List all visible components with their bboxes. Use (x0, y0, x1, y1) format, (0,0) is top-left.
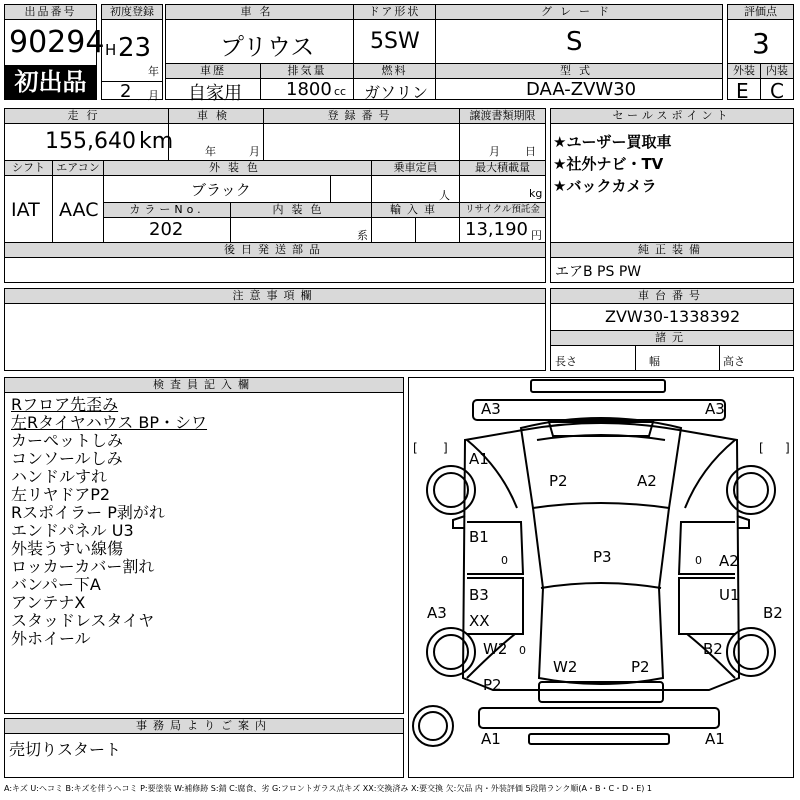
dims-label: 諸元 (551, 331, 793, 346)
displacement-value: 1800 (286, 79, 332, 100)
notes-label: 注意事項欄 (5, 289, 545, 304)
mark-zero-3: 0 (519, 644, 526, 657)
door-value: 5SW (370, 29, 420, 54)
inspection-month-unit: 月 (249, 145, 260, 158)
mark-b1-left-front-door: B1 (469, 528, 489, 546)
mark-a1-rear-right: A1 (705, 730, 725, 748)
inspector-line: バンパー下A (11, 575, 101, 594)
recycle-value: 13,190 (465, 219, 528, 240)
transfer-label: 譲渡書類期限 (460, 109, 545, 124)
chassis-value: ZVW30-1338392 (605, 307, 741, 326)
ac-value: AAC (59, 199, 99, 221)
mark-a3-front-right: A3 (705, 400, 725, 418)
mark-zero-2: 0 (695, 554, 702, 567)
inspector-line: Rスポイラー P剥がれ (11, 503, 165, 522)
inspector-line: ロッカーカバー割れ (11, 557, 155, 576)
mileage-value: 155,640 (45, 129, 136, 154)
reg-no-label: 登録番号 (264, 109, 459, 124)
equipment-label: 純正装備 (551, 243, 793, 258)
import-label: 輸入車 (372, 203, 459, 218)
inspection-year-unit: 年 (205, 145, 216, 158)
reg-year: 23 (118, 33, 152, 63)
score-value: 3 (752, 27, 770, 60)
first-listing-badge: 初出品 (5, 65, 96, 99)
office-label: 事務局よりご案内 (5, 719, 403, 734)
interior-color-label: 内装色 (231, 203, 371, 218)
shift-label: シフト (5, 161, 52, 176)
year-unit: 年 (148, 65, 159, 78)
car-info-box (165, 4, 723, 104)
sales-points-label: セールスポイント (551, 109, 793, 124)
inspector-line: カーペットしみ (11, 431, 124, 450)
mark-a3-left-rocker: A3 (427, 604, 447, 622)
inspector-line: スタッドレスタイヤ (11, 611, 155, 630)
sales-point-3: ★バックカメラ (553, 177, 657, 195)
recycle-unit: 円 (531, 229, 542, 242)
era: H (105, 41, 117, 59)
interior-score: C (770, 79, 784, 103)
lot-label: 出品番号 (5, 5, 96, 20)
mark-p2-rear-left: P2 (483, 676, 502, 694)
transfer-day-unit: 日 (525, 145, 536, 158)
car-name: プリウス (220, 33, 315, 61)
chassis-box (550, 288, 794, 371)
equipment-value: エアB PS PW (555, 264, 642, 280)
shift-value: IAT (11, 199, 40, 221)
fuel-value: ガソリン (364, 83, 429, 102)
exterior-label: 外装 (728, 64, 760, 79)
interior-label: 内装 (761, 64, 793, 79)
registration-box (101, 4, 163, 100)
width-label: 幅 (649, 355, 660, 368)
reg-month: 2 (120, 81, 132, 102)
notes-box (4, 288, 546, 371)
mark-w2-trunk: W2 (553, 658, 578, 676)
max-load-label: 最大積載量 (460, 161, 545, 176)
bracket-close-left: ] (443, 441, 448, 455)
color-no-value: 202 (149, 219, 184, 240)
history-label: 車歴 (166, 64, 260, 79)
inspector-line: アンテナX (11, 593, 86, 612)
sales-point-2: ★社外ナビ・TV (553, 155, 664, 173)
mark-u1-right-rear-door: U1 (719, 586, 740, 604)
registration-label: 初度登録 (102, 5, 162, 20)
exterior-color-value: ブラック (191, 181, 251, 199)
mark-a2-hood-right: A2 (637, 472, 657, 490)
legend: A:キズ U:ヘコミ B:キズを伴うヘコミ P:要塗装 W:補修跡 S:錆 C:腐食、劣 G:フロントガラス点キズ XX:交換済み X:要交換 欠:欠品 内・外装評価 5段階ランク順(A・B・C・D・E) 1 (4, 784, 653, 793)
max-load-unit: kg (529, 187, 543, 200)
mark-a2-right-front-door: A2 (719, 552, 739, 570)
model-label: 型式 (436, 64, 722, 79)
sales-points-box (550, 108, 794, 283)
bracket-open-right: [ (759, 441, 764, 455)
score-box (727, 4, 794, 103)
wheel-icon (413, 466, 775, 746)
inspector-line: 左Rタイヤハウス BP・シワ (11, 413, 208, 432)
mark-a1-left-fender: A1 (469, 450, 489, 468)
mark-xx-left-rear: XX (469, 612, 490, 630)
length-label: 長さ (555, 355, 577, 368)
door-label: ドア形状 (354, 5, 435, 20)
color-no-label: カラーNo. (104, 203, 230, 218)
inspector-line: ハンドルすれ (11, 467, 108, 486)
mark-b3-left-rear-door: B3 (469, 586, 489, 604)
capacity-unit: 人 (439, 189, 450, 202)
mark-w2-left-quarter: W2 (483, 640, 508, 658)
mark-p3-roof: P3 (593, 548, 612, 566)
inspector-line: Rフロア先歪み (11, 395, 119, 414)
inspector-line: 外ホイール (11, 629, 91, 648)
height-label: 高さ (723, 355, 745, 368)
office-value: 売切りスタート (9, 740, 122, 759)
inspector-label: 検査員記入欄 (5, 378, 403, 393)
exterior-score: E (736, 79, 749, 103)
model-value: DAA-ZVW30 (526, 79, 637, 100)
bracket-close-right: ] (785, 441, 790, 455)
displacement-unit: cc (334, 85, 347, 98)
car-diagram (409, 378, 793, 777)
mark-b2-right-quarter: B2 (703, 640, 723, 658)
capacity-label: 乗車定員 (372, 161, 459, 176)
inspector-line: 外装うすい線傷 (11, 539, 124, 558)
inspector-box (4, 377, 404, 714)
bracket-open-left: [ (413, 441, 418, 455)
mileage-label: 走行 (5, 109, 168, 124)
fuel-label: 燃料 (354, 64, 435, 79)
inspector-line: コンソールしみ (11, 449, 123, 468)
inspection-label: 車検 (169, 109, 263, 124)
displacement-label: 排気量 (261, 64, 353, 79)
month-unit: 月 (148, 89, 159, 102)
mileage-unit: km (139, 129, 174, 154)
score-label: 評価点 (728, 5, 793, 20)
mark-zero-1: 0 (501, 554, 508, 567)
inspector-line: 左リヤドアP2 (11, 485, 111, 504)
car-name-label: 車名 (166, 5, 353, 20)
sales-point-1: ★ユーザー買取車 (553, 133, 672, 151)
grade-value: S (566, 27, 583, 57)
chassis-label: 車台番号 (551, 289, 793, 304)
ac-label: エアコン (53, 161, 103, 176)
vehicle-details-box (4, 108, 546, 283)
lot-box (4, 4, 105, 100)
transfer-month-unit: 月 (489, 145, 500, 158)
inspector-line: エンドパネル U3 (11, 521, 134, 540)
history-value: 自家用 (188, 83, 242, 104)
mark-b2-right-rocker: B2 (763, 604, 783, 622)
interior-color-unit: 系 (357, 229, 368, 242)
mark-p2-hood-left: P2 (549, 472, 568, 490)
lot-number: 90294 (9, 25, 105, 60)
later-parts-label: 後日発送部品 (5, 243, 545, 258)
mark-a3-front-left: A3 (481, 400, 501, 418)
office-box (4, 718, 404, 778)
mark-p2-trunk: P2 (631, 658, 650, 676)
mark-a1-rear-left: A1 (481, 730, 501, 748)
grade-label: グレード (436, 5, 722, 20)
exterior-color-label: 外装色 (104, 161, 371, 176)
car-diagram-box (408, 377, 794, 778)
recycle-label: リサイクル預託金 (460, 203, 545, 218)
